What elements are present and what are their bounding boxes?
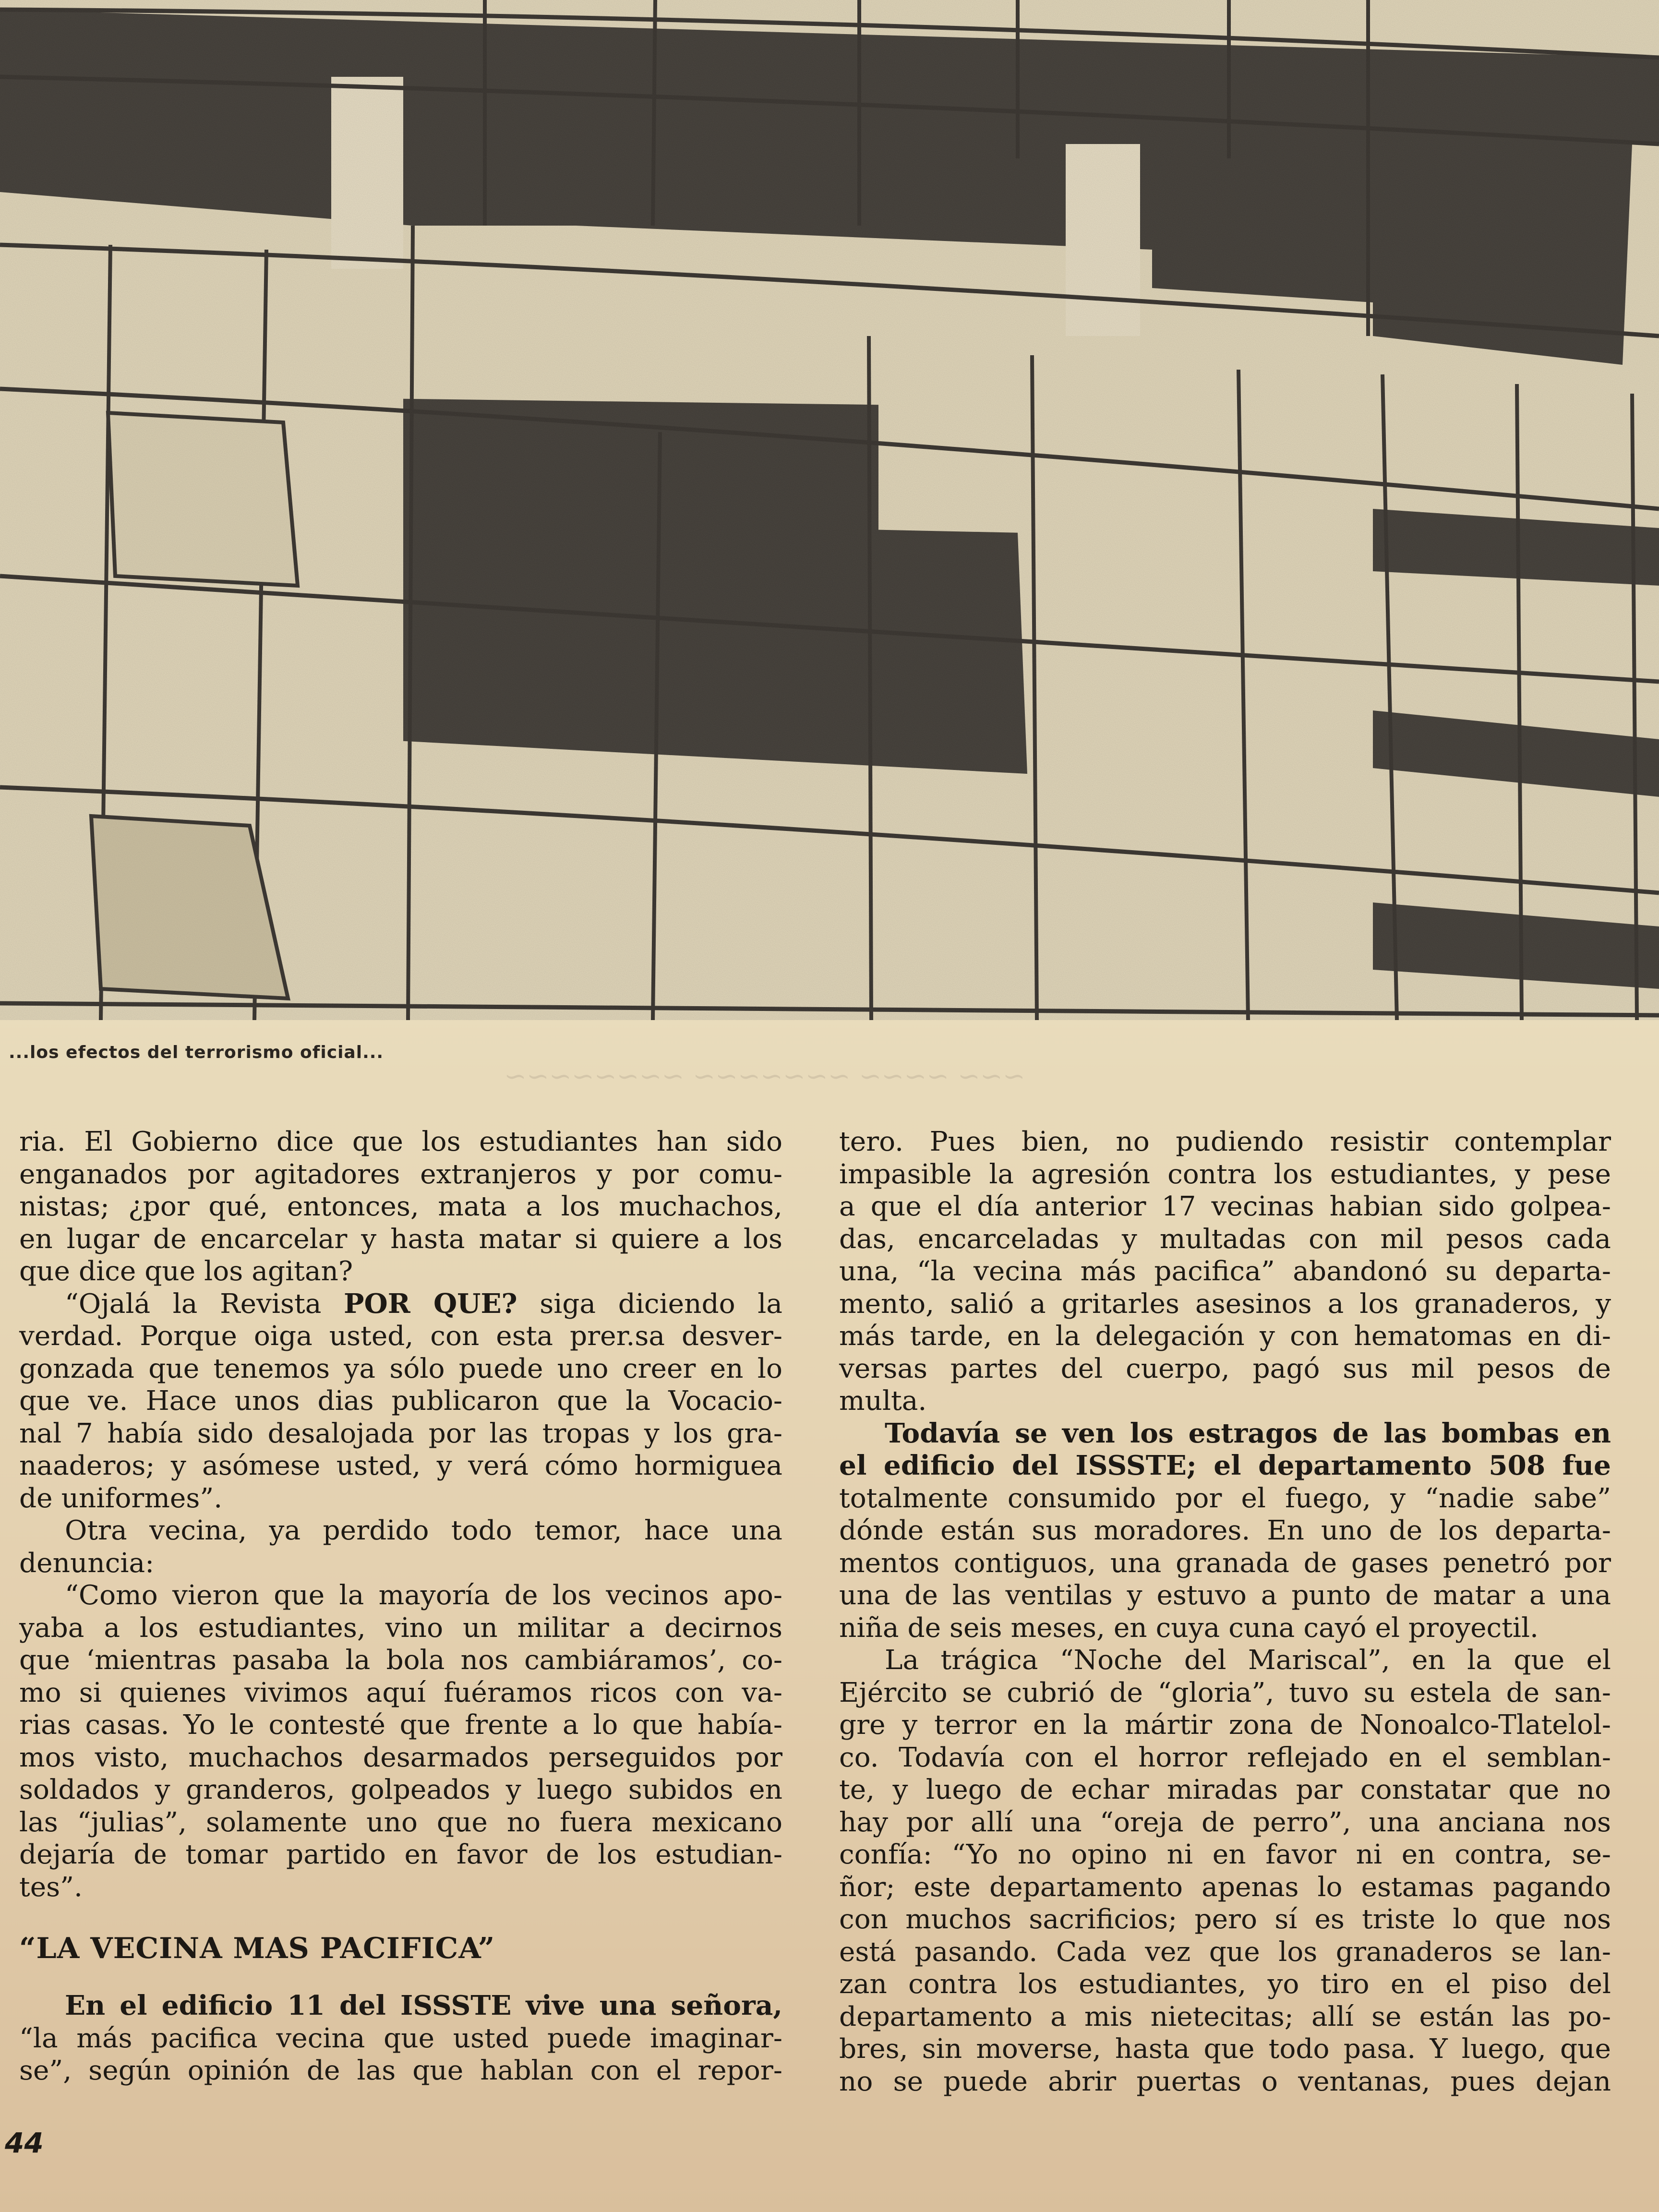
text-line: tes”. [19,1871,83,1903]
text-line: enganados por agitadores extranjeros y por comu- [19,1158,782,1190]
photo-caption: ...los efectos del terrorismo oficial... [9,1043,384,1062]
issste-post: ; el departamento 508 fue [1186,1450,1611,1481]
text-line: yaba a los estudiantes, vino un militar a decirnos [19,1612,782,1644]
quote-post: siga diciendo la [517,1288,782,1320]
text-line: “la más pacifica vecina que usted puede imaginar- [19,2022,782,2054]
text-line: denuncia: [19,1547,155,1579]
text-line: que ‘mientras pasaba la bola nos cambiáramos’, co- [19,1645,782,1676]
text-line: naaderos; y asómese usted, y verá cómo hormiguea [19,1450,782,1481]
text-line: se”, según opinión de las que hablan con el repor- [19,2055,782,2086]
article-photo [0,0,1659,1020]
text-line: ñor; este departamento apenas lo estamas pagando [839,1871,1611,1903]
text-line: hay por allí una “oreja de perro”, una anciana nos [839,1806,1611,1838]
section-subheading: “LA VECINA MAS PACIFICA” [19,1932,495,1965]
text-line: Todavía se ven los estragos de las bombas en [885,1417,1611,1449]
page-number: 44 [5,2127,44,2159]
text-line: mento, salió a gritarles asesinos a los granaderos, y [839,1288,1611,1320]
text-line: niña de seis meses, en cuya cuna cayó el proyectil. [839,1612,1539,1644]
text-line: dejaría de tomar partido en favor de los estudian- [19,1839,782,1870]
text-line: las “julias”, solamente uno que no fuera mexicano [19,1806,782,1838]
article-column-right [839,1126,1611,2098]
text-line: rias casas. Yo le contesté que frente a lo que había- [19,1709,782,1741]
text-line: más tarde, en la delegación y con hematomas en di- [839,1321,1611,1352]
text-line: “Como vieron que la mayoría de los vecinos apo- [65,1580,782,1611]
text-line: nal 7 había sido desalojada por las tropas y los gra- [19,1418,782,1449]
text-line: La trágica “Noche del Mariscal”, en la que el [885,1645,1611,1676]
photo-grain [0,0,1659,1020]
text-line: nistas; ¿por qué, entonces, mata a los muchachos, [19,1191,782,1222]
text-line: a que el día anterior 17 vecinas habian sido golpea- [839,1191,1611,1222]
text-line: zan contra los estudiantes, yo tiro en el piso del [839,1969,1611,2000]
text-line-issste [839,1450,1611,1482]
text-line: tero. Pues bien, no pudiendo resistir contemplar [839,1126,1611,1157]
text-line: gonzada que tenemos ya sólo puede uno creer en lo [19,1353,782,1384]
text-line: que ve. Hace unos dias publicaron que la Vocacio- [19,1385,782,1417]
text-line: verdad. Porque oiga usted, con esta prer.sa desver- [19,1321,782,1352]
text-line: soldados y granderos, golpeados y luego subidos en [19,1774,782,1805]
text-line: de uniformes”. [19,1482,223,1514]
text-line: ria. El Gobierno dice que los estudiantes han sido [19,1126,782,1157]
text-line: totalmente consumido por el fuego, y “nadie sabe” [839,1482,1611,1514]
text-line: impasible la agresión contra los estudiantes, y pese [839,1158,1611,1190]
text-line: te, y luego de echar miradas par constatar que no [839,1774,1611,1805]
text-line: una, “la vecina más pacifica” abandonó su departa- [839,1256,1611,1287]
text-line: dónde están sus moradores. En uno de los departa- [839,1515,1611,1546]
quote-pre: “Ojalá la Revista [65,1288,344,1320]
text-line: mentos contiguos, una granada de gases penetró por [839,1547,1611,1579]
show-through-text: ~~~ ~~~~ ~~~~~~~ ~~~~~~~~ [504,1061,1025,1092]
text-line: mos visto, muchachos desarmados perseguidos por [19,1742,782,1773]
text-line: departamento a mis nietecitas; allí se están las po- [839,2001,1611,2032]
text-line: está pasando. Cada vez que los granaderos se lan- [839,1936,1611,1968]
text-line: gre y terror en la mártir zona de Nonoalco-Tlatelol- [839,1709,1611,1741]
text-line: con muchos sacrificios; pero sí es triste lo que nos [839,1904,1611,1935]
text-line: que dice que los agitan? [19,1256,353,1287]
text-line: versas partes del cuerpo, pagó sus mil pesos de [839,1353,1611,1384]
text-line: confía: “Yo no opino ni en favor ni en contra, se- [839,1839,1611,1870]
spacer [19,1968,782,1990]
building-facade-photo [0,0,1659,1020]
text-line: en lugar de encarcelar y hasta matar si quiere a los [19,1223,782,1255]
text-line: una de las ventilas y estuvo a punto de matar a una [839,1580,1611,1611]
text-line: multa. [839,1385,927,1417]
text-line: En el edificio 11 del ISSSTE vive una señora, [65,1990,782,2021]
text-line: Ejército se cubrió de “gloria”, tuvo su estela de san- [839,1677,1611,1708]
text-line-quote [19,1288,782,1321]
spacer [19,1903,782,1925]
text-line: das, encarceladas y multadas con mil pesos cada [839,1223,1611,1255]
text-line: Otra vecina, ya perdido todo temor, hace una [65,1515,782,1546]
text-line: mo si quienes vivimos aquí fuéramos ricos con va- [19,1677,782,1708]
text-line: no se puede abrir puertas o ventanas, pues dejan [839,2066,1611,2097]
issste-name: ISSSTE [1075,1450,1187,1481]
text-line: co. Todavía con el horror reflejado en el semblan- [839,1742,1611,1773]
article-column-left [19,1126,782,2087]
magazine-name: POR QUE? [344,1287,517,1320]
text-line: bres, sin moverse, hasta que todo pasa. Y luego, que [839,2033,1611,2065]
issste-pre: el edificio del [839,1450,1076,1481]
